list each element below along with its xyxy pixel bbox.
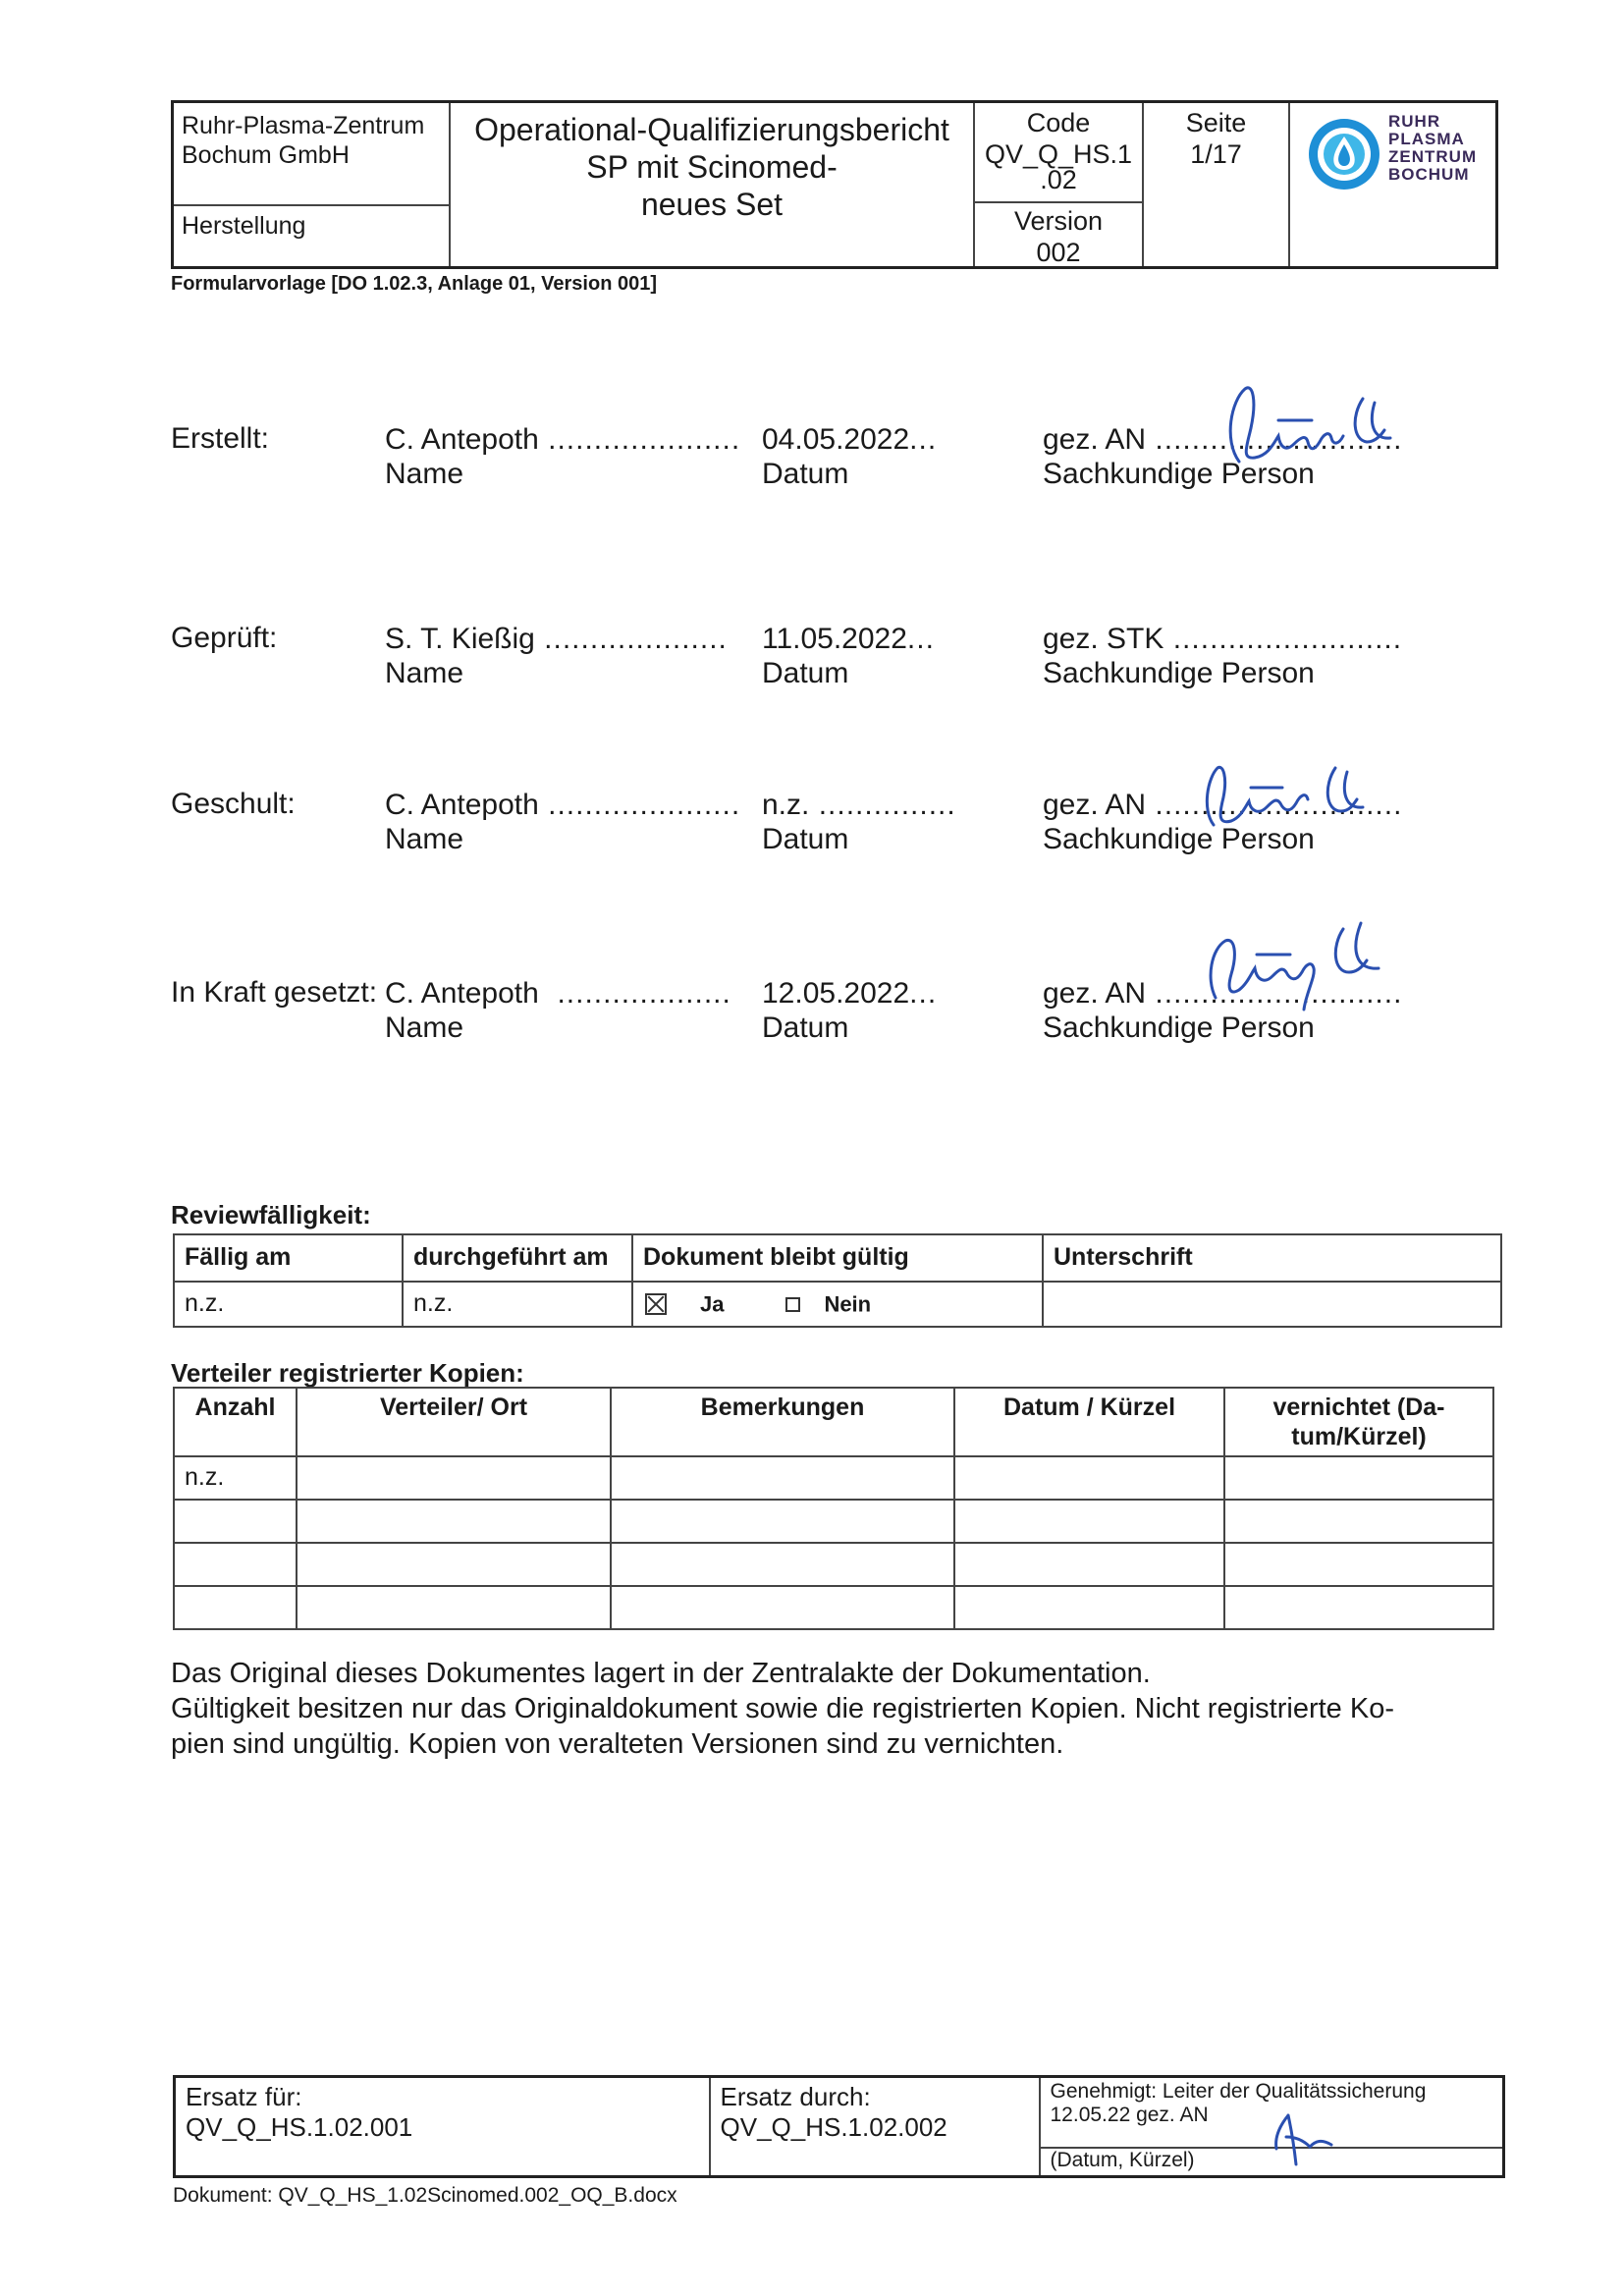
column-header: Fällig am	[174, 1234, 403, 1282]
review-table	[173, 1233, 1502, 1328]
sign-value: gez. STK	[1043, 623, 1164, 655]
code-cell	[975, 107, 1142, 195]
option-yes-label: Ja	[700, 1291, 725, 1317]
title-line: Operational-Qualifizierungsbericht	[474, 112, 949, 147]
table-cell	[297, 1456, 611, 1500]
sig-sign-checked: gez. STK ......................... Sachkundige Person	[1043, 623, 1403, 689]
name-caption: Name	[385, 458, 464, 490]
date-value: 11.05.2022	[762, 623, 907, 655]
document-title	[451, 111, 973, 223]
storage-note	[171, 1656, 1487, 1762]
sign-caption: Sachkundige Person	[1043, 458, 1315, 490]
approval-text: 12.05.22 gez. AN	[1050, 2104, 1209, 2126]
name-caption: Name	[385, 823, 464, 855]
sign-caption: Sachkundige Person	[1043, 1011, 1315, 1044]
sign-caption: Sachkundige Person	[1043, 657, 1315, 689]
logo-word: ZENTRUM	[1388, 147, 1478, 166]
signature-cell	[1043, 1282, 1501, 1327]
name-value: C. Antepoth	[385, 423, 539, 456]
table-cell	[297, 1500, 611, 1543]
date-value: 12.05.2022	[762, 977, 910, 1010]
checkbox-no[interactable]	[785, 1297, 800, 1312]
sig-sign-trained: gez. AN ........................... Sachkundige Person	[1043, 789, 1403, 855]
title-line: neues Set	[640, 187, 784, 222]
logo-word: PLASMA	[1388, 130, 1465, 148]
sig-date-effective: 12.05.2022... Datum	[762, 977, 938, 1044]
table-cell	[611, 1586, 954, 1629]
logo-word: RUHR	[1388, 112, 1441, 131]
table-cell	[954, 1543, 1224, 1586]
title-line: SP mit Scinomed-	[586, 149, 838, 185]
handwritten-signature-icon	[1196, 915, 1392, 1013]
date-value: n.z.	[762, 789, 810, 821]
form-template-reference: Formularvorlage [DO 1.02.3, Anlage 01, Version 001]	[171, 273, 658, 295]
replacement-footer-table	[173, 2075, 1505, 2178]
replaces-label: Ersatz für:	[186, 2082, 302, 2111]
checkbox-yes[interactable]	[645, 1293, 667, 1315]
column-header: Unterschrift	[1043, 1234, 1501, 1282]
code-value: .02	[1040, 165, 1077, 194]
table-row	[174, 1543, 1493, 1586]
table-cell	[1224, 1456, 1493, 1500]
table-cell	[1224, 1500, 1493, 1543]
table-cell	[174, 1586, 297, 1629]
sig-label-created: Erstellt:	[171, 422, 270, 455]
document-header	[171, 100, 1498, 269]
sig-date-trained: n.z. ............... Datum	[762, 789, 956, 855]
name-value: C. Antepoth	[385, 977, 539, 1010]
table-cell	[611, 1456, 954, 1500]
version-label: Version	[1013, 206, 1104, 236]
replaces-cell	[175, 2077, 710, 2177]
done-date-cell: n.z.	[403, 1282, 632, 1327]
table-cell: n.z.	[174, 1456, 297, 1500]
company-name: Ruhr-Plasma-Zentrum Bochum GmbH	[182, 112, 425, 169]
review-section-title: Reviewfälligkeit:	[171, 1200, 371, 1230]
table-cell	[611, 1500, 954, 1543]
version-cell	[975, 205, 1142, 268]
due-date-cell: n.z.	[174, 1282, 403, 1327]
table-cell	[954, 1456, 1224, 1500]
date-caption: Datum	[762, 458, 849, 490]
table-row	[174, 1282, 1501, 1327]
table-cell	[954, 1586, 1224, 1629]
sig-label-effective: In Kraft gesetzt:	[171, 976, 378, 1009]
sig-label-checked: Geprüft:	[171, 622, 278, 654]
column-header: vernichtet (Da- tum/Kürzel)	[1224, 1388, 1493, 1456]
note-line: pien sind ungültig. Kopien von veralteten Versionen sind zu vernichten.	[171, 1728, 1064, 1760]
date-caption: Datum	[762, 1011, 849, 1044]
table-row	[175, 2077, 1504, 2177]
header-divider	[1288, 103, 1290, 266]
table-header-row	[174, 1234, 1501, 1282]
column-header: Bemerkungen	[611, 1388, 954, 1456]
column-header: Anzahl	[174, 1388, 297, 1456]
name-caption: Name	[385, 1011, 464, 1044]
table-cell	[297, 1543, 611, 1586]
table-row	[174, 1500, 1493, 1543]
sig-label-trained: Geschult:	[171, 788, 296, 820]
sign-value: gez. AN	[1043, 789, 1147, 821]
approval-text: Genehmigt: Leiter der Qualitätssicherung	[1050, 2080, 1427, 2103]
replaces-value: QV_Q_HS.1.02.001	[186, 2112, 413, 2142]
table-cell	[954, 1500, 1224, 1543]
handwritten-initials-icon	[1267, 2107, 1335, 2166]
column-header: durchgeführt am	[403, 1234, 632, 1282]
header-divider	[973, 201, 1142, 203]
code-value: QV_Q_HS.1	[984, 139, 1133, 169]
name-value: S. T. Kießig	[385, 623, 535, 655]
sig-name-created: C. Antepoth ..................... Name	[385, 423, 741, 490]
column-header: Datum / Kürzel	[954, 1388, 1224, 1456]
note-line: Gültigkeit besitzen nur das Originaldokument sowie die registrierten Kopien. Nicht registrierte Ko-	[171, 1693, 1394, 1724]
header-divider	[174, 204, 449, 206]
distribution-section-title: Verteiler registrierter Kopien:	[171, 1358, 524, 1388]
sig-sign-created: gez. AN ........................... Sachkundige Person	[1043, 423, 1403, 490]
table-cell	[174, 1543, 297, 1586]
option-no-label: Nein	[824, 1291, 872, 1317]
sig-name-trained: C. Antepoth ..................... Name	[385, 789, 741, 855]
table-cell	[297, 1586, 611, 1629]
date-value: 04.05.2022	[762, 423, 910, 456]
table-row	[174, 1586, 1493, 1629]
sign-value: gez. AN	[1043, 977, 1147, 1010]
approval-cell	[1040, 2077, 1504, 2177]
sign-caption: Sachkundige Person	[1043, 823, 1315, 855]
logo-wordmark	[1388, 113, 1477, 184]
code-label: Code	[1026, 108, 1091, 137]
handwritten-signature-icon	[1188, 758, 1375, 837]
validity-cell	[632, 1282, 1043, 1327]
page-value: 1/17	[1190, 139, 1242, 169]
replaced-by-cell	[710, 2077, 1040, 2177]
name-value: C. Antepoth	[385, 789, 539, 821]
handwritten-signature-icon	[1217, 381, 1404, 489]
replaced-by-label: Ersatz durch:	[720, 2082, 871, 2111]
sig-name-effective: C. Antepoth ................... Name	[385, 977, 731, 1044]
sig-date-checked: 11.05.2022... Datum	[762, 623, 935, 689]
replaced-by-value: QV_Q_HS.1.02.002	[720, 2112, 947, 2142]
sig-date-created: 04.05.2022... Datum	[762, 423, 938, 490]
name-caption: Name	[385, 657, 464, 689]
department: Herstellung	[182, 212, 306, 240]
logo-word: BOCHUM	[1388, 165, 1470, 184]
document-filename: Dokument: QV_Q_HS_1.02Scinomed.002_OQ_B.docx	[173, 2184, 677, 2207]
note-line: Das Original dieses Dokumentes lagert in der Zentralakte der Dokumentation.	[171, 1658, 1151, 1689]
sign-value: gez. AN	[1043, 423, 1147, 456]
page-label: Seite	[1185, 108, 1247, 137]
distribution-table	[173, 1387, 1494, 1630]
table-header-row	[174, 1388, 1493, 1456]
date-caption: Datum	[762, 657, 849, 689]
table-cell	[1224, 1543, 1493, 1586]
table-cell	[1224, 1586, 1493, 1629]
approval-caption: (Datum, Kürzel)	[1041, 2147, 1503, 2172]
page-cell	[1144, 107, 1288, 170]
date-caption: Datum	[762, 823, 849, 855]
version-value: 002	[1036, 238, 1081, 267]
column-header: Verteiler/ Ort	[297, 1388, 611, 1456]
column-header: Dokument bleibt gültig	[632, 1234, 1043, 1282]
sig-sign-effective: gez. AN ........................... Sachkundige Person	[1043, 977, 1403, 1044]
table-cell	[611, 1543, 954, 1586]
table-cell	[174, 1500, 297, 1543]
table-row	[174, 1456, 1493, 1500]
sig-name-checked: S. T. Kießig .................... Name	[385, 623, 728, 689]
